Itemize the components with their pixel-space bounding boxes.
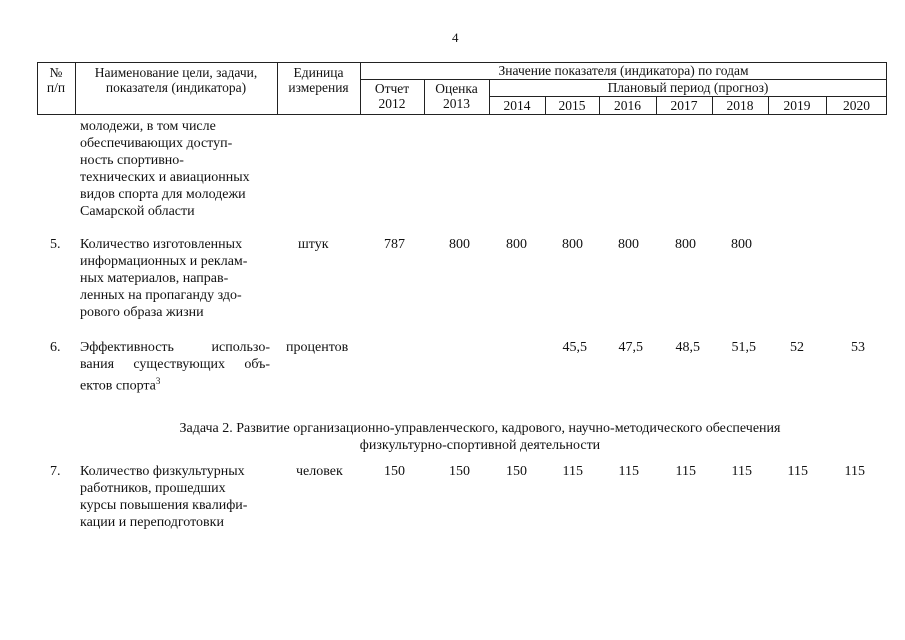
task-heading-line2: физкультурно-спортивной деятельности — [359, 438, 601, 453]
row-value-2012: 787 — [384, 237, 405, 252]
header-unit-line2: измерения — [288, 80, 349, 95]
header-year-2020: 2020 — [843, 98, 870, 113]
row-value-2014: 800 — [506, 237, 527, 252]
row-value-2018: 115 — [731, 464, 752, 479]
row-value-2016: 47,5 — [618, 340, 643, 355]
header-name — [75, 65, 277, 95]
header-report-line1: Отчет — [374, 81, 410, 96]
row-name-line: информационных и реклам- — [80, 254, 248, 269]
header-year-2015: 2015 — [558, 98, 586, 113]
continuation-text — [80, 118, 270, 220]
row-name-line: кации и переподготовки — [80, 515, 224, 530]
header-values-title: Значение показателя (индикатора) по годам — [498, 63, 749, 78]
row-name-line: работников, прошедших — [80, 481, 226, 496]
row-value-2017: 800 — [675, 237, 696, 252]
header-estimate-line2: 2013 — [443, 96, 470, 111]
continuation-line: Самарской области — [80, 204, 195, 219]
row-name — [80, 463, 270, 531]
row-name-line: Количество изготовленных — [80, 237, 243, 252]
continuation-line: молодежи, в том числе — [80, 119, 216, 134]
row-value-2019: 115 — [787, 464, 808, 479]
header-name-line2: показателя (индикатора) — [105, 80, 247, 95]
row-name — [80, 339, 270, 373]
footnote-marker: 3 — [155, 376, 161, 386]
header-year-2018: 2018 — [726, 98, 754, 113]
row-value-2020: 53 — [851, 340, 865, 355]
header-year-2019: 2019 — [783, 98, 811, 113]
task-heading-line1: Задача 2. Развитие организационно-управленческого, кадрового, научно-методического обеспечения — [179, 421, 781, 436]
header-unit-line1: Единица — [293, 65, 344, 80]
row-name-line: курсы повышения квалифи- — [80, 498, 248, 513]
header-planned-title: Плановый период (прогноз) — [607, 80, 769, 95]
row-value-2015: 800 — [562, 237, 583, 252]
row-value-2013: 150 — [449, 464, 470, 479]
header-unit — [277, 65, 360, 95]
header-report — [360, 81, 424, 111]
row-name-line: рового образа жизни — [80, 305, 204, 320]
continuation-line: ность спортивно- — [80, 153, 184, 168]
row-value-2019: 52 — [790, 340, 804, 355]
page-number: 4 — [452, 30, 459, 45]
row-name-line: Количество физкультурных — [80, 464, 245, 479]
row-name-line: ленных на пропаганду здо- — [80, 288, 242, 303]
continuation-line: обеспечивающих доступ- — [80, 136, 233, 151]
row-name-line: Эффективность использо- — [80, 340, 270, 355]
row-value-2018: 51,5 — [731, 340, 756, 355]
continuation-line: технических и авиационных — [80, 170, 250, 185]
row-number: 6. — [50, 340, 61, 355]
row-number: 7. — [50, 464, 61, 479]
row-value-2015: 115 — [562, 464, 583, 479]
task-heading — [120, 420, 840, 454]
continuation-line: видов спорта для молодежи — [80, 187, 246, 202]
row-value-2020: 115 — [844, 464, 865, 479]
row-unit: процентов — [286, 340, 349, 355]
header-year-2017: 2017 — [670, 98, 698, 113]
row-value-2017: 48,5 — [675, 340, 700, 355]
header-num — [37, 65, 75, 95]
row-unit: человек — [296, 464, 343, 479]
row-name-line: ных материалов, направ- — [80, 271, 229, 286]
row-value-2015: 45,5 — [562, 340, 587, 355]
row-value-2012: 150 — [384, 464, 405, 479]
header-estimate-line1: Оценка — [435, 81, 478, 96]
row-name-line: ектов спорта — [80, 378, 156, 394]
row-number: 5. — [50, 237, 61, 252]
row-value-2017: 115 — [675, 464, 696, 479]
row-value-2016: 115 — [618, 464, 639, 479]
header-year-2016: 2016 — [614, 98, 641, 113]
row-name-line: вания существующих объ- — [80, 357, 270, 372]
row-name-last-line — [80, 373, 270, 395]
row-name — [80, 236, 270, 321]
row-value-2016: 800 — [618, 237, 639, 252]
header-num-line2: п/п — [46, 80, 66, 95]
header-estimate — [424, 81, 489, 111]
row-unit: штук — [298, 237, 329, 252]
row-value-2013: 800 — [449, 237, 470, 252]
row-value-2018: 800 — [731, 237, 752, 252]
header-num-line1: № — [49, 65, 63, 80]
header-year-2014: 2014 — [503, 98, 531, 113]
header-name-line1: Наименование цели, задачи, — [94, 65, 258, 80]
row-value-2014: 150 — [506, 464, 527, 479]
header-report-line2: 2012 — [378, 96, 406, 111]
